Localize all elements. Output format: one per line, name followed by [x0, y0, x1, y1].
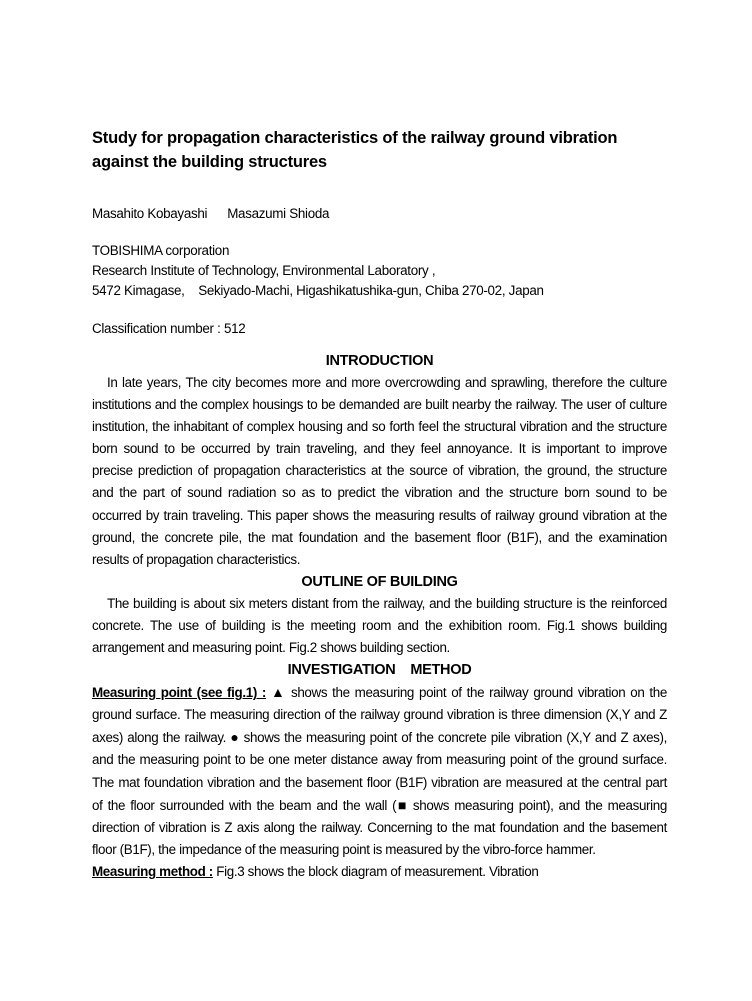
outline-paragraph: The building is about six meters distant from the railway, and the building structure is the reinforced concrete. The use of building is the meeting room and the exhibition room. Fig.1 shows building arrangement and measuring point. Fig.2 shows building section.: [92, 595, 667, 656]
author-list: [92, 205, 667, 223]
affiliation-line: Research Institute of Technology, Environmental Laboratory ,: [92, 263, 436, 278]
affiliation-line: 5472 Kimagase, Sekiyado-Machi, Higashikatushika-gun, Chiba 270-02, Japan: [92, 283, 544, 298]
circle-marker-icon: ●: [230, 729, 240, 746]
square-marker-icon: ■: [396, 796, 408, 813]
measuring-method-label: Measuring method :: [92, 863, 213, 879]
measuring-point-text: shows the measuring point of the concrete pile vibration (X,Y and Z axes), and the measuring point to be one meter distance away from measuring point of the ground surface. The mat foundation vibration and the basement floor (B1F) vibration are measured at the central part of the floor surrounded with the beam and the wall (: [92, 730, 667, 813]
section-heading-introduction: INTRODUCTION: [325, 353, 434, 369]
measuring-point-text: shows measuring point), and the measuring direction of vibration is Z axis along the railway. Concerning to the mat foundation and the basement floor (B1F), the impedance of the measuring point is measured by the vibro-force hammer.: [92, 797, 667, 857]
paper-title: Study for propagation characteristics of the railway ground vibration against the building structures: [92, 129, 618, 171]
author-name: Masahito Kobayashi: [92, 206, 208, 221]
author-name: Masazumi Shioda: [227, 206, 330, 221]
measuring-method-paragraph: [92, 861, 667, 883]
triangle-marker-icon: ▲: [270, 684, 287, 701]
measuring-point-text: shows the measuring point of the railway ground vibration on the ground surface. The measuring direction of the railway ground vibration is three dimension (X,Y and Z axes) along the railway.: [92, 685, 667, 746]
section-heading-outline: OUTLINE OF BUILDING: [301, 573, 458, 590]
section-heading-method: INVESTIGATION METHOD: [287, 662, 472, 679]
measuring-method-text: Fig.3 shows the block diagram of measurement. Vibration: [212, 863, 539, 879]
measuring-point-label: Measuring point (see fig.1) :: [92, 685, 266, 701]
measuring-point-paragraph: [92, 681, 667, 861]
classification-number: Classification number : 512: [92, 321, 246, 336]
introduction-paragraph: In late years, The city becomes more and more overcrowding and sprawling, therefore the culture institutions and the complex housings to be demanded are built nearby the railway. The user of culture institution, the inhabitant of complex housing and so forth feel the structural vibration and the structure born sound to be occurred by train traveling, and they feel annoyance. It is important to improve precise prediction of propagation characteristics at the source of vibration, the ground, the structure and the part of sound radiation so as to predict the vibration and the structure born sound to be occurred by train traveling. This paper shows the measuring results of railway ground vibration at the ground, the concrete pile, the mat foundation and the basement floor (B1F), and the examination results of propagation characteristics.: [92, 375, 667, 567]
paper-page: [92, 126, 667, 883]
affiliation-line: TOBISHIMA corporation: [92, 243, 230, 258]
affiliation-block: [92, 241, 667, 301]
